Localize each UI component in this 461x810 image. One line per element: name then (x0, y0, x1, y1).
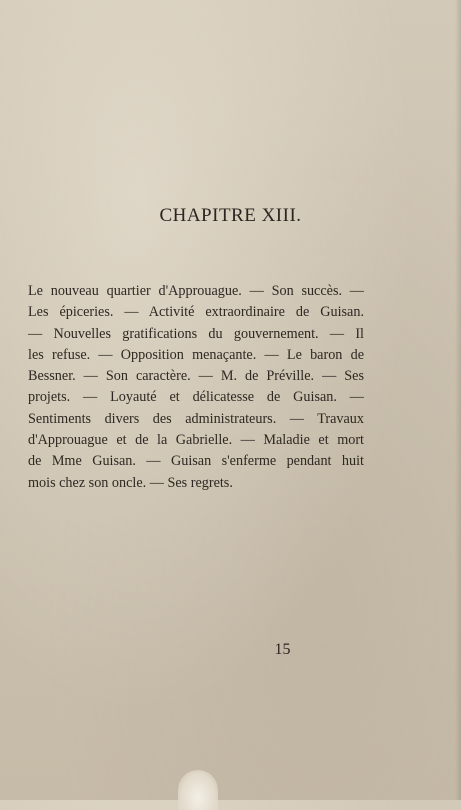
summary-line: d'Approuague et de la Gabrielle. — Maladie et mort (28, 432, 364, 449)
chapter-summary (28, 281, 364, 494)
summary-line: les refuse. — Opposition menaçante. — Le baron de (28, 346, 364, 363)
summary-line: Sentiments divers des administrateurs. — Travaux (28, 410, 364, 427)
page-edge-shadow (455, 0, 461, 800)
chapter-title: CHAPITRE XIII. (159, 205, 302, 226)
summary-line: projets. — Loyauté et délicatesse de Guisan. — (28, 389, 364, 406)
summary-line: mois chez son oncle. — Ses regrets. (28, 474, 233, 491)
page-tear-mark (178, 770, 218, 810)
summary-line: Le nouveau quartier d'Approuague. — Son succès. — (28, 283, 364, 299)
summary-line: de Mme Guisan. — Guisan s'enferme pendant huit (28, 453, 364, 470)
summary-line: — Nouvelles gratifications du gouvernement. — Il (28, 325, 364, 342)
summary-line: Les épiceries. — Activité extraordinaire de Guisan. (28, 304, 364, 321)
summary-line: Bessner. — Son caractère. — M. de Préville. — Ses (28, 368, 364, 385)
page-number: 15 (274, 641, 291, 658)
